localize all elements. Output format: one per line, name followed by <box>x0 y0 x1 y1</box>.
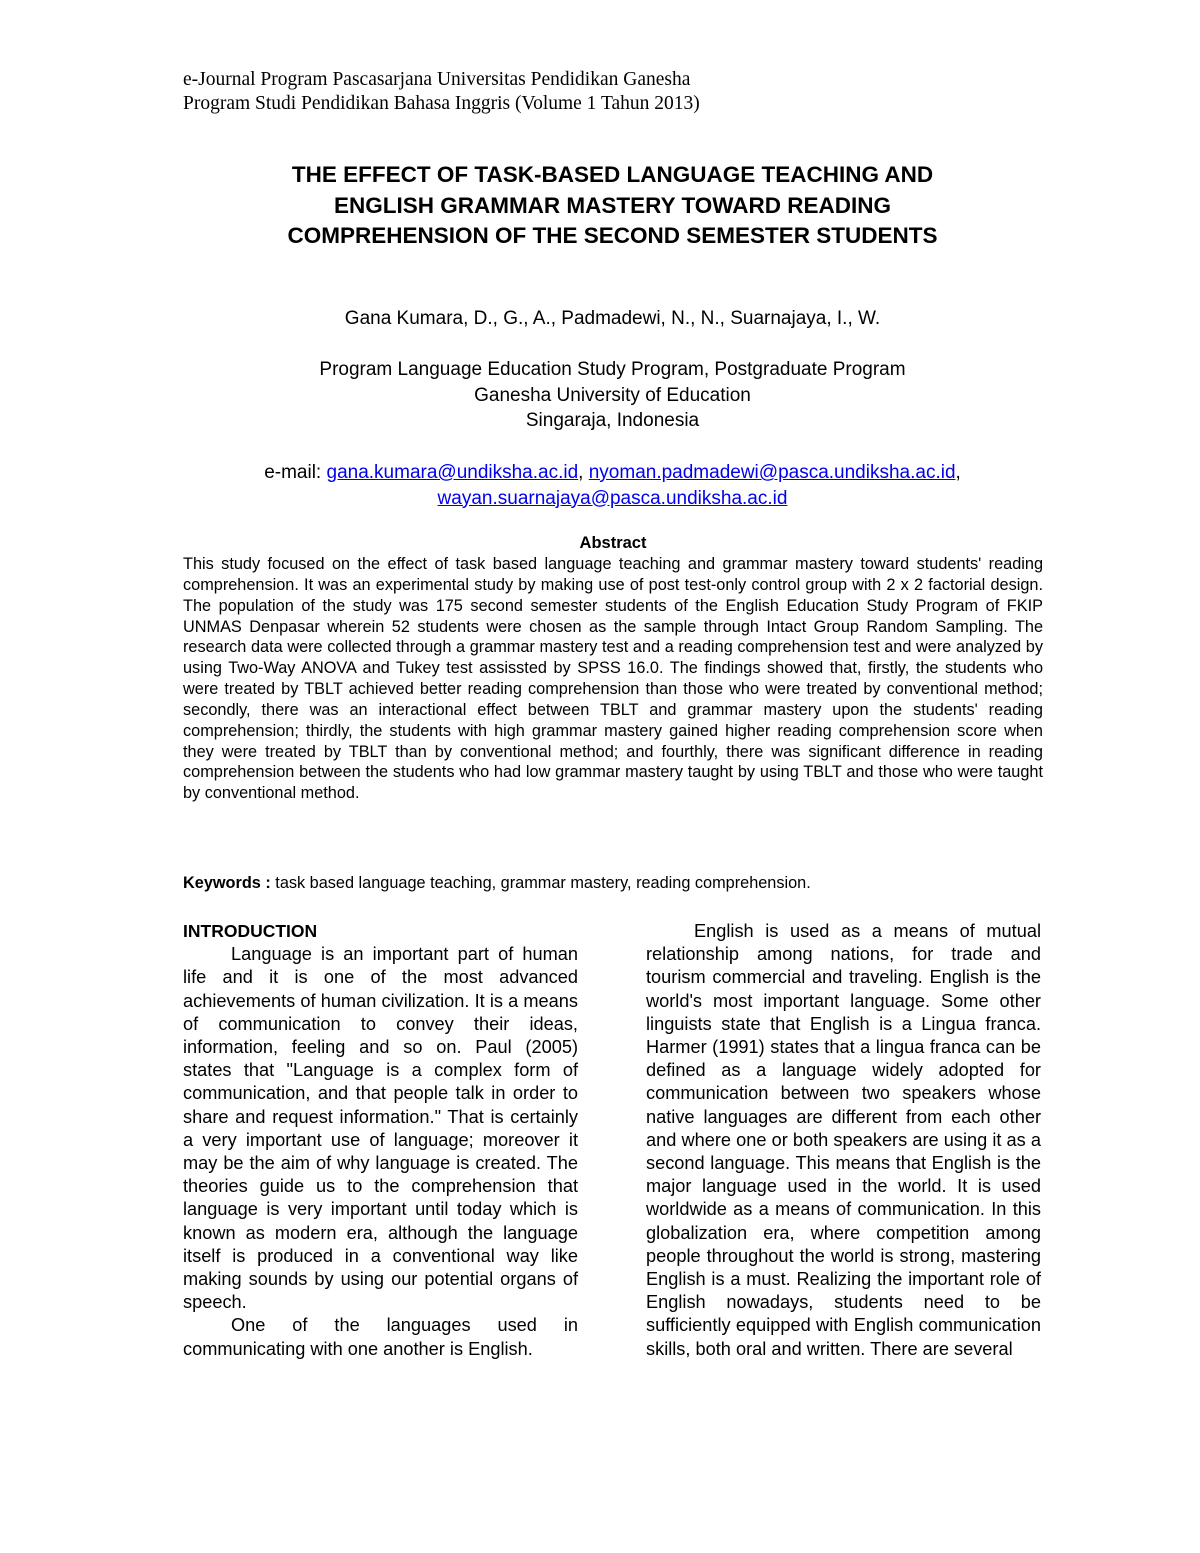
affiliation-location: Singaraja, Indonesia <box>525 410 700 431</box>
email-line-2 <box>150 486 1075 512</box>
right-column <box>646 920 1041 1361</box>
email-line-1 <box>150 460 1075 486</box>
introduction-paragraph-1: Language is an important part of human life and it is one of the most advanced achievements of human civilization. It is a means of communication to convey their ideas, information, feeling and so on. Paul (2005) states that "Language is a complex form of communication, and that people talk in order to share and request information." That is certainly a very important use of language; moreover it may be the aim of why language is created. The theories guide us to the comprehension that language is very important until today which is known as modern era, although the language itself is produced in a conventional way like making sounds by using our potential organs of speech. <box>183 944 578 1313</box>
email-block <box>150 460 1075 511</box>
title-line-1: THE EFFECT OF TASK-BASED LANGUAGE TEACHING AND <box>291 162 934 187</box>
left-column <box>183 920 578 1361</box>
affiliation-program: Program Language Education Study Program, Postgraduate Program <box>319 359 906 380</box>
affiliation-university: Ganesha University of Education <box>474 384 751 406</box>
abstract-text: This study focused on the effect of task based language teaching and grammar mastery toward students' reading comprehension. It was an experimental study by making use of post test-only control group with 2 x 2 factorial design. The population of the study was 175 second semester students of the English Education Study Program of FKIP UNMAS Denpasar wherein 52 students were chosen as the sample through Intact Group Random Sampling. The research data were collected through a grammar mastery test and a reading comprehension test and were analyzed by using Two-Way ANOVA and Tukey test assissted by SPSS 16.0. The findings showed that, firstly, the students who were treated by TBLT achieved better reading comprehension than those who were treated by conventional method; secondly, there was an interactional effect between TBLT and grammar mastery upon the students' reading comprehension; thirdly, the students with high grammar mastery gained higher reading comprehension score when they were treated by TBLT than by conventional method; and fourthly, there was significant difference in reading comprehension between the students who had low grammar mastery taught by using TBLT and those who were taught by conventional method. <box>183 555 1043 803</box>
email-link-wayan-suarnajaya[interactable]: wayan.suarnajaya@pasca.undiksha.ac.id <box>437 487 788 509</box>
journal-name-line: e-Journal Program Pascasarjana Universitas Pendidikan Ganesha <box>183 69 691 90</box>
paper-title <box>150 160 1075 252</box>
email-link-nyoman-padmadewi[interactable]: nyoman.padmadewi@pasca.undiksha.ac.id <box>588 462 956 483</box>
keywords-text: task based language teaching, grammar mastery, reading comprehension. <box>270 874 811 892</box>
email-separator: , <box>578 462 589 483</box>
abstract-heading: Abstract <box>579 534 647 552</box>
introduction-heading: INTRODUCTION <box>183 921 318 941</box>
keywords <box>183 873 1043 893</box>
journal-header <box>183 68 943 116</box>
affiliation <box>150 357 1075 434</box>
title-line-3: COMPREHENSION OF THE SECOND SEMESTER STUDENTS <box>287 223 938 248</box>
email-link-gana-kumara[interactable]: gana.kumara@undiksha.ac.id <box>326 462 579 483</box>
introduction-paragraph-2: One of the languages used in communicating with one another is English. <box>183 1315 578 1359</box>
journal-volume-line: Program Studi Pendidikan Bahasa Inggris (Volume 1 Tahun 2013) <box>183 93 700 114</box>
title-line-2: ENGLISH GRAMMAR MASTERY TOWARD READING <box>333 192 892 218</box>
author-list: Gana Kumara, D., G., A., Padmadewi, N., N., Suarnajaya, I., W. <box>344 308 881 329</box>
keywords-label: Keywords : <box>183 874 271 892</box>
email-label: e-mail: <box>264 462 327 483</box>
email-separator: , <box>955 462 961 483</box>
introduction-paragraph-3: English is used as a means of mutual relationship among nations, for trade and tourism commercial and traveling. English is the world's most important language. Some other linguists state that English is a Lingua franca. Harmer (1991) states that a lingua franca can be defined as a language widely adopted for communication between two speakers whose native languages are different from each other and where one or both speakers are using it as a second language. This means that English is the major language used in the world. It is used worldwide as a means of communication. In this globalization era, where competition among people throughout the world is strong, mastering English is a must. Realizing the important role of English nowadays, students need to be sufficiently equipped with English communication skills, both oral and written. There are several <box>646 921 1041 1359</box>
